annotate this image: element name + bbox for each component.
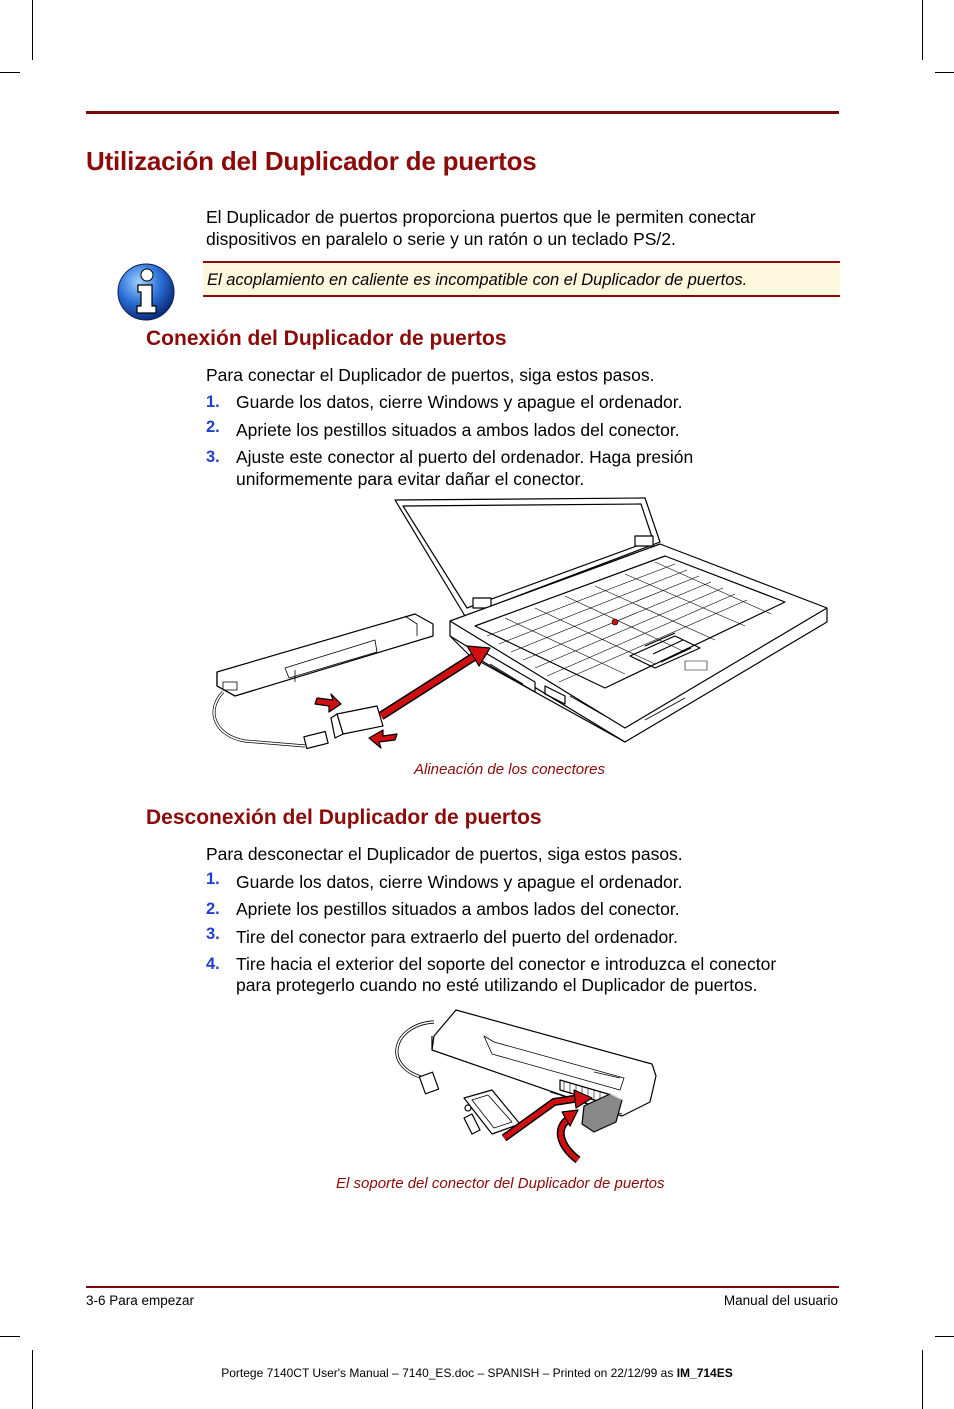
section-lead-disconnect: Para desconectar el Duplicador de puertos, siga estos pasos.	[206, 844, 683, 864]
step-text: Tire del conector para extraerlo del puerto del ordenador.	[236, 927, 678, 947]
figure-connector-holder	[384, 1006, 664, 1166]
step-text: Guarde los datos, cierre Windows y apague el ordenador.	[236, 872, 683, 892]
step-number: 4.	[206, 955, 220, 973]
page-title: Utilización del Duplicador de puertos	[86, 146, 537, 176]
note-box	[203, 261, 840, 297]
crop-mark	[922, 0, 923, 60]
crop-mark	[935, 1336, 954, 1337]
crop-mark	[0, 1336, 20, 1337]
figure-caption: Alineación de los conectores	[414, 761, 605, 778]
footer-page-label: 3-6 Para empezar	[86, 1293, 195, 1308]
step-text: Tire hacia el exterior del soporte del conector e introduzca el conector	[236, 954, 777, 974]
crop-mark	[0, 72, 20, 73]
figure-connector-alignment	[205, 496, 835, 754]
print-info	[0, 1366, 954, 1380]
figure-caption: El soporte del conector del Duplicador de puertos	[336, 1175, 665, 1192]
step-number: 1.	[206, 393, 220, 411]
footer-manual-label: Manual del usuario	[723, 1293, 838, 1308]
crop-mark	[935, 72, 954, 73]
step-text: Apriete los pestillos situados a ambos lados del conector.	[236, 420, 680, 440]
intro-line-2: dispositivos en paralelo o serie y un ratón o un teclado PS/2.	[206, 229, 676, 249]
intro-line-1: El Duplicador de puertos proporciona puertos que le permiten conectar	[206, 207, 756, 227]
section-lead-connect: Para conectar el Duplicador de puertos, siga estos pasos.	[206, 365, 655, 385]
step-text: Apriete los pestillos situados a ambos lados del conector.	[236, 899, 680, 919]
print-info-code: IM_714ES	[676, 1366, 733, 1380]
step-text: Guarde los datos, cierre Windows y apague el ordenador.	[236, 392, 683, 412]
note-text: El acoplamiento en caliente es incompatible con el Duplicador de puertos.	[207, 271, 748, 289]
step-number: 2.	[206, 418, 220, 436]
step-number: 1.	[206, 870, 220, 888]
step-number: 3.	[206, 925, 220, 943]
step-text: para protegerlo cuando no esté utilizando el Duplicador de puertos.	[236, 975, 758, 995]
footer-rule	[86, 1286, 839, 1288]
step-text: uniformemente para evitar dañar el conector.	[236, 469, 585, 489]
step-number: 3.	[206, 448, 220, 466]
header-rule	[86, 111, 839, 114]
step-text: Ajuste este conector al puerto del ordenador. Haga presión	[236, 447, 694, 467]
section-title-connect: Conexión del Duplicador de puertos	[146, 327, 507, 350]
info-icon	[116, 262, 176, 322]
section-title-disconnect: Desconexión del Duplicador de puertos	[146, 806, 542, 829]
print-info-text: Portege 7140CT User's Manual – 7140_ES.doc – SPANISH – Printed on 22/12/99 as	[221, 1366, 677, 1380]
step-number: 2.	[206, 900, 220, 918]
crop-mark	[32, 0, 33, 60]
